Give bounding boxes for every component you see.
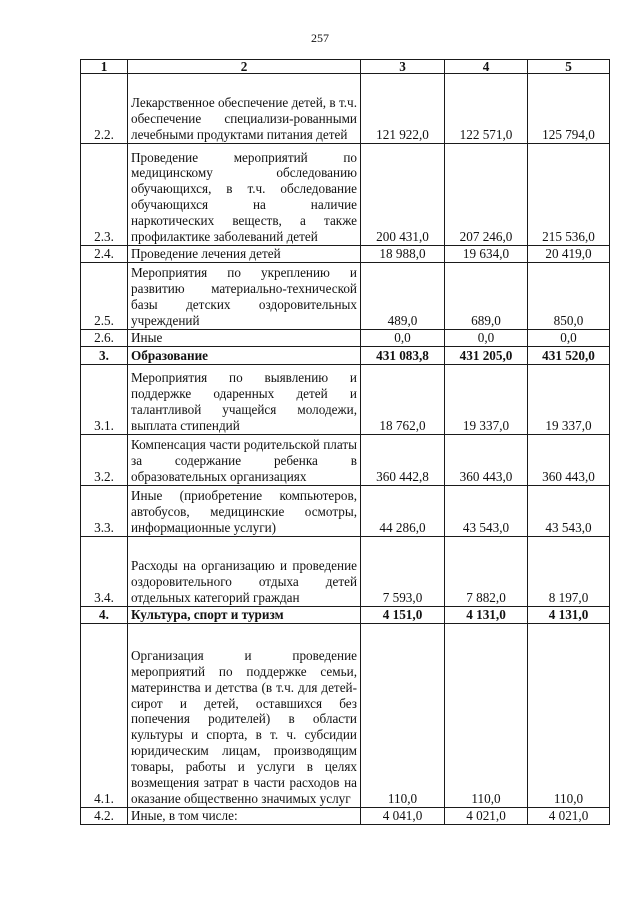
row-value-col3: 4 041,0 [361,807,445,824]
row-description: Проведение лечения детей [128,246,361,263]
budget-table [80,59,610,825]
col-header-3: 3 [361,60,445,74]
row-description: Лекарственное обеспечение детей, в т.ч. обеспечение специализи-рованными лечебными продуктами питания детей [128,74,361,144]
row-value-col5: 110,0 [528,623,610,807]
section-row [81,346,610,364]
row-description: Иные (приобретение компьютеров, автобусов, медицинские осмотры, информационные услуги) [128,485,361,536]
row-number: 2.4. [81,246,128,263]
table-row [81,263,610,330]
row-value-col4: 110,0 [445,623,528,807]
row-value-col4: 43 543,0 [445,485,528,536]
row-number: 2.6. [81,330,128,347]
row-value-col5: 20 419,0 [528,246,610,263]
row-value-col4: 122 571,0 [445,74,528,144]
row-value-col5: 215 536,0 [528,144,610,246]
row-value-col4: 19 634,0 [445,246,528,263]
row-value-col4: 4 021,0 [445,807,528,824]
table-row [81,74,610,144]
row-value-col3: 360 442,8 [361,434,445,485]
row-number: 3. [81,346,128,364]
row-number: 3.4. [81,536,128,606]
row-description: Организация и проведение мероприятий по поддержке семьи, материнства и детства (в т.ч. для детей-сирот и детей, оставшихся без попечения родителей) в области культуры и спорта, в т. ч. субсидии юридическим лицам, производящим товары, работы и услуги в целях возмещения затрат в части расходов на оказание общественно значимых услуг [128,623,361,807]
table-row [81,246,610,263]
row-value-col4: 0,0 [445,330,528,347]
row-value-col3: 489,0 [361,263,445,330]
row-description: Иные, в том числе: [128,807,361,824]
row-value-col4: 19 337,0 [445,364,528,434]
row-value-col3: 110,0 [361,623,445,807]
col-header-2: 2 [128,60,361,74]
row-number: 3.2. [81,434,128,485]
row-value-col5: 43 543,0 [528,485,610,536]
table-row [81,485,610,536]
row-number: 4.2. [81,807,128,824]
row-value-col3: 431 083,8 [361,346,445,364]
row-value-col5: 431 520,0 [528,346,610,364]
row-value-col5: 850,0 [528,263,610,330]
col-header-4: 4 [445,60,528,74]
row-value-col4: 360 443,0 [445,434,528,485]
table-row [81,434,610,485]
row-number: 2.2. [81,74,128,144]
row-value-col5: 19 337,0 [528,364,610,434]
row-value-col3: 200 431,0 [361,144,445,246]
row-value-col5: 360 443,0 [528,434,610,485]
section-row [81,606,610,623]
row-value-col5: 125 794,0 [528,74,610,144]
row-value-col5: 8 197,0 [528,536,610,606]
col-header-5: 5 [528,60,610,74]
row-value-col3: 18 762,0 [361,364,445,434]
row-value-col3: 121 922,0 [361,74,445,144]
row-description: Образование [128,346,361,364]
row-number: 4.1. [81,623,128,807]
row-description: Расходы на организацию и проведение оздоровительного отдыха детей отдельных категорий граждан [128,536,361,606]
row-description: Культура, спорт и туризм [128,606,361,623]
row-value-col3: 44 286,0 [361,485,445,536]
row-value-col4: 689,0 [445,263,528,330]
row-number: 2.3. [81,144,128,246]
table-header-row [81,60,610,74]
table-row [81,144,610,246]
row-value-col3: 18 988,0 [361,246,445,263]
row-description: Мероприятия по укреплению и развитию материально-технической базы детских оздоровительных учреждений [128,263,361,330]
row-value-col3: 4 151,0 [361,606,445,623]
row-number: 4. [81,606,128,623]
row-value-col4: 7 882,0 [445,536,528,606]
table-row [81,364,610,434]
table-row [81,807,610,824]
row-value-col5: 0,0 [528,330,610,347]
row-number: 3.3. [81,485,128,536]
col-header-1: 1 [81,60,128,74]
page-number: 257 [311,31,329,45]
row-description: Иные [128,330,361,347]
table-row [81,623,610,807]
table-row [81,330,610,347]
row-number: 2.5. [81,263,128,330]
row-value-col4: 4 131,0 [445,606,528,623]
table-row [81,536,610,606]
row-description: Проведение мероприятий по медицинскому обследованию обучающихся, в т.ч. обследование обучающихся на наличие наркотических веществ, а также профилактике заболеваний детей [128,144,361,246]
row-value-col5: 4 021,0 [528,807,610,824]
row-description: Компенсация части родительской платы за содержание ребенка в образовательных организациях [128,434,361,485]
row-value-col5: 4 131,0 [528,606,610,623]
row-value-col3: 0,0 [361,330,445,347]
row-number: 3.1. [81,364,128,434]
row-value-col4: 207 246,0 [445,144,528,246]
row-description: Мероприятия по выявлению и поддержке одаренных детей и талантливой учащейся молодежи, выплата стипендий [128,364,361,434]
row-value-col4: 431 205,0 [445,346,528,364]
row-value-col3: 7 593,0 [361,536,445,606]
